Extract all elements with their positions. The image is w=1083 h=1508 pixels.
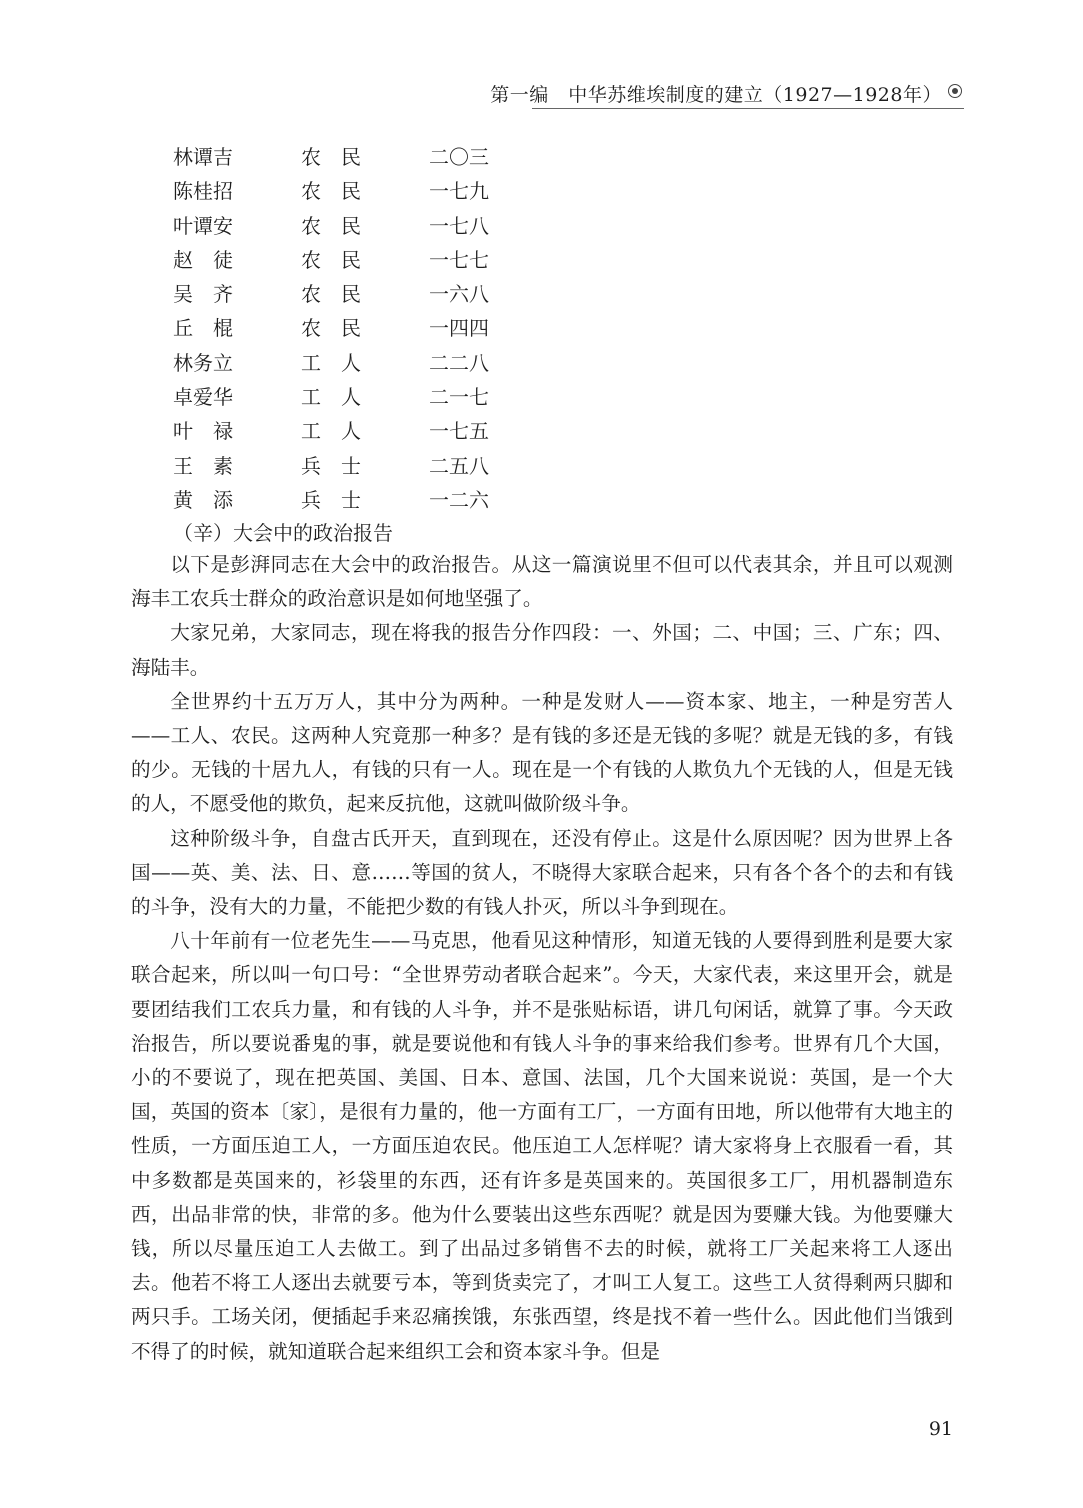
roster-occupation: 农 民	[301, 316, 361, 341]
roster-name: 黄 添	[173, 487, 233, 512]
running-header	[490, 72, 964, 109]
roster-votes: 二〇三	[429, 145, 489, 169]
paragraph: 以下是彭湃同志在大会中的政治报告。从这一篇演说里不但可以代表其余，并且可以观测海丰工农兵士群众的政治意识是如何地坚强了。	[131, 553, 953, 611]
section-heading: （辛）大会中的政治报告	[173, 521, 393, 545]
roster-votes: 一二六	[429, 487, 489, 512]
body-text	[131, 548, 953, 1369]
roster-occupation: 农 民	[301, 282, 361, 307]
paragraph: 大家兄弟，大家同志，现在将我的报告分作四段：一、外国；二、中国；三、广东；四、海陆丰。	[131, 621, 953, 679]
roster-row	[173, 311, 573, 345]
roster-name: 林谭吉	[173, 145, 233, 169]
roster-votes: 一七八	[429, 213, 489, 238]
roster-name: 丘 棍	[173, 316, 233, 341]
roster-name: 叶谭安	[173, 213, 233, 238]
roster-votes: 一六八	[429, 282, 489, 307]
roster-votes: 二二八	[429, 350, 489, 375]
roster-row	[173, 346, 573, 380]
roster-row	[173, 449, 573, 483]
roster-votes: 二一七	[429, 385, 489, 410]
roster-name: 赵 徒	[173, 247, 233, 272]
roster-occupation: 兵 士	[301, 453, 361, 478]
roster-votes: 一七九	[429, 179, 489, 204]
roster-name: 吴 齐	[173, 282, 233, 307]
paragraph: 八十年前有一位老先生——马克思，他看见这种情形，知道无钱的人要得到胜利是要大家联合起来，所以叫一句口号：“全世界劳动者联合起来”。今天，大家代表，来这里开会，就是要团结我们工农兵力量，和有钱的人斗争，并不是张贴标语，讲几句闲话，就算了事。今天政治报告，所以要说番鬼的事，就是要说他和有钱人斗争的事来给我们参考。世界有几个大国，小的不要说了，现在把英国、美国、日本、意国、法国，几个大国来说说：英国，是一个大国，英国的资本〔家〕，是很有力量的，他一方面有工厂，一方面有田地，所以他带有大地主的性质，一方面压迫工人，一方面压迫农民。他压迫工人怎样呢？请大家将身上衣服看一看，其中多数都是英国来的，衫袋里的东西，还有许多是英国来的。英国很多工厂，用机器制造东西，出品非常的快，非常的多。他为什么要装出这些东西呢？就是因为要赚大钱。为他要赚大钱，所以尽量压迫工人去做工。到了出品过多销售不去的时候，就将工厂关起来将工人逐出去。他若不将工人逐出去就要亏本，等到货卖完了，才叫工人复工。这些工人贫得剩两只脚和两只手。工场关闭，便插起手来忍痛挨饿，东张西望，终是找不着一些什么。因此他们当饿到不得了的时候，就知道联合起来组织工会和资本家斗争。但是	[131, 929, 953, 1363]
roster-row	[173, 277, 573, 311]
roster-votes: 一七五	[429, 419, 489, 444]
roster-row	[173, 140, 573, 174]
roster-occupation: 工 人	[301, 350, 361, 375]
page-number: 91	[928, 1418, 953, 1440]
roster-votes: 一七七	[429, 247, 489, 272]
roster-occupation: 工 人	[301, 385, 361, 410]
roster-row	[173, 380, 573, 414]
roster-occupation: 兵 士	[301, 487, 361, 512]
roster-occupation: 农 民	[301, 213, 361, 238]
roster-row	[173, 243, 573, 277]
roster-name: 卓爱华	[173, 385, 233, 410]
paragraph: 全世界约十五万万人，其中分为两种。一种是发财人——资本家、地主，一种是穷苦人——工人、农民。这两种人究竟那一种多？是有钱的多还是无钱的多呢？就是无钱的多，有钱的少。无钱的十居九人，有钱的只有一人。现在是一个有钱的人欺负九个无钱的人，但是无钱的人，不愿受他的欺负，起来反抗他，这就叫做阶级斗争。	[131, 689, 953, 816]
roster-votes: 一四四	[429, 316, 489, 341]
circle-dot-icon	[948, 84, 962, 98]
roster-row	[173, 174, 573, 208]
roster-occupation: 工 人	[301, 419, 361, 444]
roster-name: 王 素	[173, 453, 233, 478]
roster-occupation: 农 民	[301, 145, 361, 169]
roster-name: 叶 禄	[173, 419, 233, 444]
roster-row	[173, 483, 573, 517]
roster-occupation: 农 民	[301, 247, 361, 272]
running-header-title: 第一编 中华苏维埃制度的建立（1927—1928年）	[490, 84, 942, 106]
paragraph: 这种阶级斗争，自盘古氏开天，直到现在，还没有停止。这是什么原因呢？因为世界上各国——英、美、法、日、意……等国的贫人，不晓得大家联合起来，只有各个各个的去和有钱的斗争，没有大的力量，不能把少数的有钱人扑灭，所以斗争到现在。	[131, 826, 953, 919]
roster-name: 陈桂招	[173, 179, 233, 204]
delegate-roster	[173, 140, 573, 517]
roster-name: 林务立	[173, 350, 233, 375]
roster-row	[173, 209, 573, 243]
roster-votes: 二五八	[429, 453, 489, 478]
roster-occupation: 农 民	[301, 179, 361, 204]
roster-row	[173, 414, 573, 448]
